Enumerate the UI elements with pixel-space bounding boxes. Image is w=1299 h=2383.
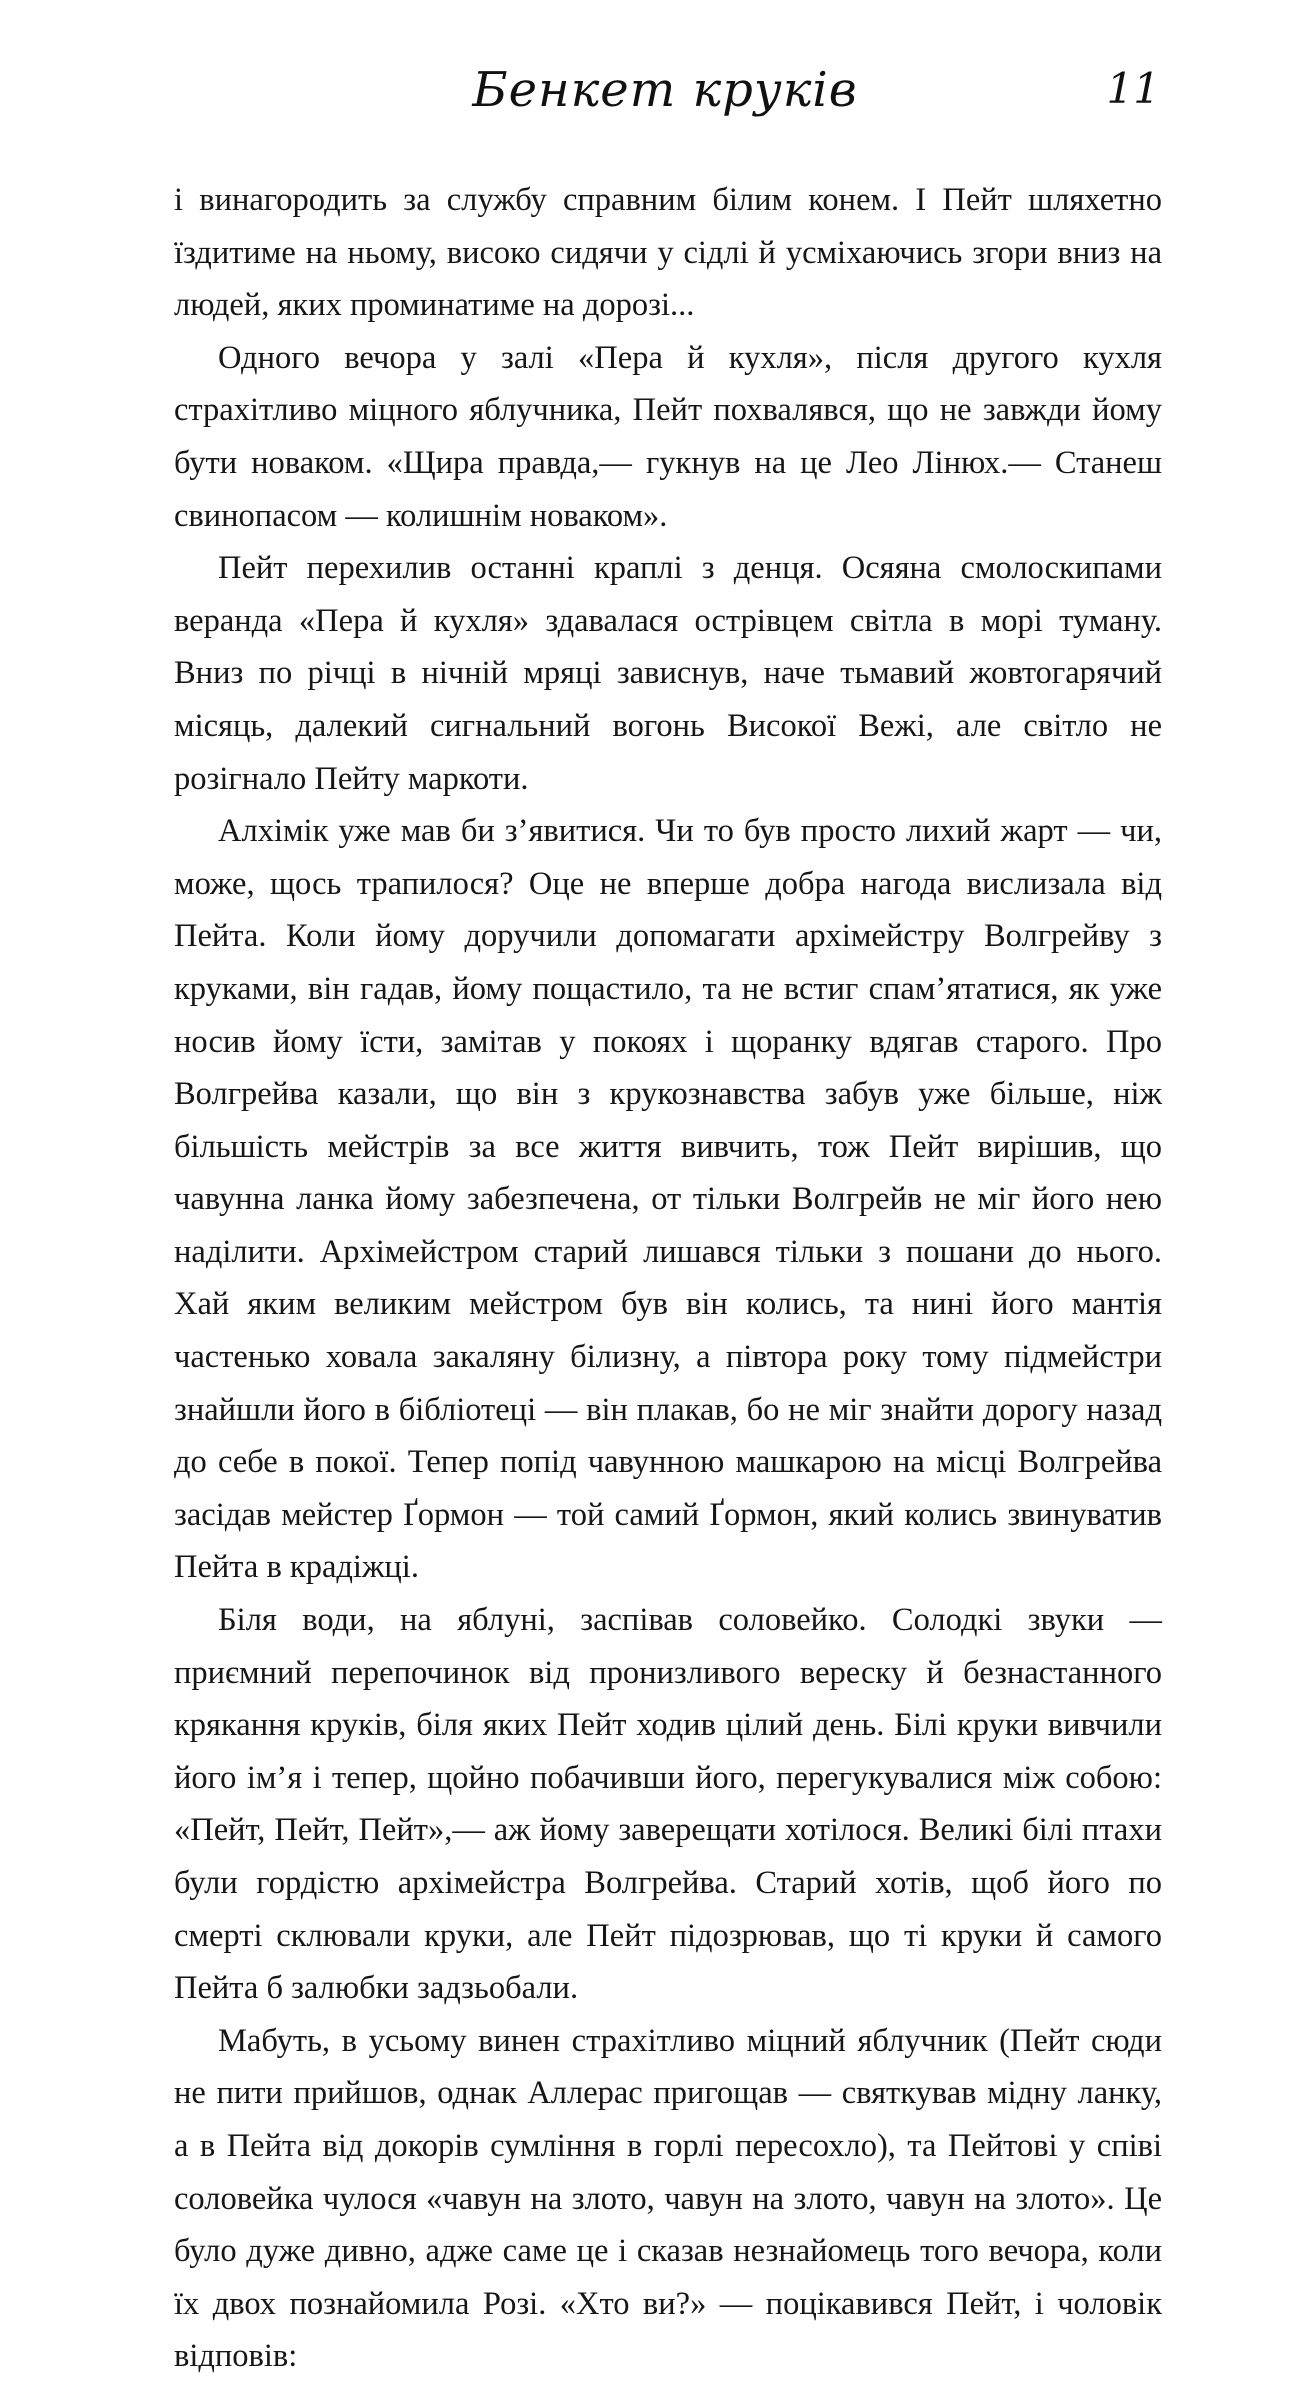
paragraph-3: Пейт перехилив останні краплі з денця. Осяяна смолоскипами веранда «Пера й кухля» здавалася острівцем світла в морі туману. Вниз по річці в нічній мряці зависнув, наче тьмавий жовтогарячий місяць, далекий сигнальний вогонь Високої Вежі, але світло не розігнало Пейту маркоти. [174, 550, 1162, 797]
paragraph-4: Алхімік уже мав би з’явитися. Чи то був просто лихий жарт — чи, може, щось трапилося? Оце не вперше добра нагода вислизала від Пейта. Коли йому доручили допомагати архімейстру Волгрейву з круками, він гадав, йому пощастило, та не встиг спам’ятатися, як уже носив йому їсти, замітав у покоях і щоранку вдягав старого. Про Волгрейва казали, що він з крукознавства забув уже більше, ніж більшість мейстрів за все життя вивчить, тож Пейт вирішив, що чавунна ланка йому забезпечена, от тільки Волгрейв не міг його нею наділити. Архімейстром старий лишався тільки з пошани до нього. Хай яким великим мейстром був він колись, та нині його мантія частенько ховала закаляну білизну, а півтора року тому підмейстри знайшли його в бібліотеці — він плакав, бо не міг знайти дорогу назад до себе в покої. Тепер попід чавунною машкарою на місці Волгрейва засідав мейстер Ґормон — той самий Ґормон, який колись звинуватив Пейта в крадіжці. [174, 813, 1162, 1586]
paragraph-6: Мабуть, в усьому винен страхітливо міцний яблучник (Пейт сюди не пити прийшов, однак Аллерас пригощав — святкував мідну ланку, а в Пейта від докорів сумління в горлі пересохло), та Пейтові у співі соловейка чулося «чавун на злото, чавун на злото, чавун на злото». Це було дуже дивно, адже саме це і сказав незнайомець того вечора, коли їх двох познайомила Розі. «Хто ви?» — поцікавився Пейт, і чоловік відповів: [174, 2022, 1162, 2375]
paragraph-5: Біля води, на яблуні, заспівав соловейко. Солодкі звуки — приємний перепочинок від пронизливого вереску й безнастанного крякання круків, біля яких Пейт ходив цілий день. Білі круки вивчили його ім’я і тепер, щойно побачивши його, перегукувалися між собою: «Пейт, Пейт, Пейт»,— аж йому заверещати хотілося. Великі білі птахи були гордістю архімейстра Волгрейва. Старий хотів, щоб його по смерті склювали круки, але Пейт підозрював, що ті круки й самого Пейта б залюбки задзьобали. [174, 1602, 1162, 2007]
paragraph-1: і винагородить за службу справним білим конем. І Пейт шляхетно їздитиме на ньому, високо сидячи у сідлі й усміхаючись згори вниз на людей, яких проминатиме на дорозі... [174, 182, 1162, 324]
page-number: 11 [1106, 64, 1160, 113]
running-head [170, 58, 1160, 138]
running-title: Бенкет круків [472, 62, 858, 118]
body-text [174, 174, 1162, 2383]
paragraph-2: Одного вечора у залі «Пера й кухля», після другого кухля страхітливо міцного яблучника, Пейт похвалявся, що не завжди йому бути новаком. «Щира правда,— гукнув на це Лео Лінюх.— Станеш свинопасом — колишнім новаком». [174, 339, 1162, 534]
